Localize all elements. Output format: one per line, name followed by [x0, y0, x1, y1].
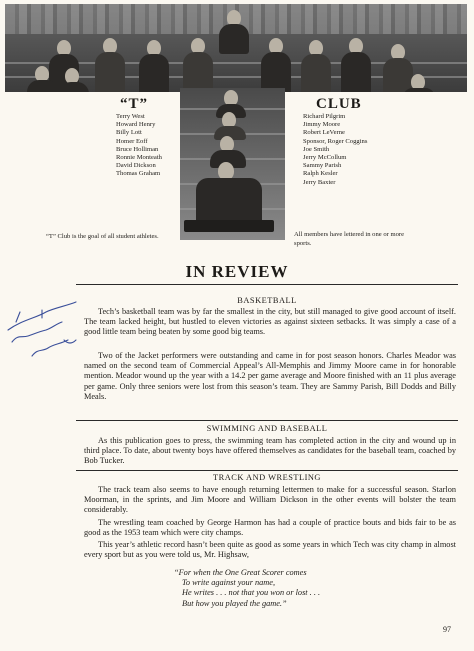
member-name: Robert LeVerne	[303, 129, 345, 137]
member-name: Homer Eoff	[116, 137, 148, 145]
member-name: Terry West	[116, 113, 145, 120]
paragraph-track-1	[84, 485, 456, 516]
club-title-left: “T”	[120, 96, 149, 112]
poem-line: “For when the One Great Scorer comes	[174, 568, 307, 577]
section-heading-track: TRACK AND WRESTLING	[213, 473, 321, 482]
review-title: IN REVIEW	[185, 262, 289, 281]
paragraph-text: Two of the Jacket performers were outstanding and came in for post season honors. Charles Meador was named on the second team of Commercial Appeal’s All-Memphis and Jimmy Moore came in for honorable mention. Meador wound up the year with a 14.2 per game average and Moore finished with an 11 plus average per game. Only three seniors were lost from this season’s team. They are Sammy Parish, Bill Dodds and Billy Meals.	[84, 351, 456, 401]
member-name: Jerry Baxter	[303, 178, 336, 186]
member-name: Ronnie Monteath	[116, 154, 162, 162]
club-title-right: CLUB	[316, 96, 362, 112]
caption-right: All members have lettered in one or more sports.	[294, 231, 405, 247]
member-name: Ralph Kesler	[303, 170, 338, 178]
group-photo-steps	[180, 88, 285, 240]
poem-line: But how you played the game.”	[182, 598, 287, 608]
handwritten-signature	[2, 300, 94, 362]
member-list-right	[303, 113, 383, 187]
paragraph-text: This year’s athletic record hasn’t been quite as good as some years in which Tech was city champ in almost every sport but as you were told us, Mr. Highsaw,	[84, 540, 456, 560]
divider	[76, 420, 458, 421]
member-name-sponsor: Sponsor, Roger Coggins	[303, 137, 368, 145]
paragraph-text: The wrestling team coached by George Harmon has had a couple of practice bouts and bids fair to be as good as the 1953 team which were city champs.	[84, 518, 456, 538]
caption-left: “T” Club is the goal of all student athletes.	[46, 233, 159, 240]
section-heading-swimming: SWIMMING AND BASEBALL	[206, 424, 328, 433]
member-name: Joe Smith	[303, 145, 330, 153]
member-name: Bruce Holliman	[116, 145, 159, 153]
member-name: Thomas Graham	[116, 170, 161, 178]
member-name: Billy Lott	[116, 129, 142, 137]
divider	[76, 470, 458, 471]
divider	[76, 284, 458, 285]
poem-line: He writes . . . not that you won or lost . . .	[182, 588, 321, 598]
paragraph-track-3	[84, 540, 456, 560]
paragraph-basketball-1	[84, 307, 456, 338]
section-heading-basketball: BASKETBALL	[237, 296, 297, 305]
paragraph-swimming	[84, 436, 456, 467]
member-name: David Dickson	[116, 162, 156, 170]
paragraph-text: Tech’s basketball team was by far the smallest in the city, but still managed to give good account of itself. The team lacked height, but hustled to eleven victories as against sixteen setbacks. It was simply a case of a good little team being beaten by some good big teams.	[84, 307, 456, 337]
paragraph-basketball-2	[84, 351, 456, 402]
poem-line: To write against your name,	[182, 578, 276, 588]
page-number: 97	[443, 625, 451, 634]
poem-quote	[174, 568, 394, 609]
member-list-left	[116, 113, 178, 179]
paragraph-text: As this publication goes to press, the swimming team has completed action in the city and wound up in third place. To date, about twenty boys have offered themselves as candidates for the baseball team, coached by Bob Tucker.	[84, 436, 456, 466]
member-name: Jimmy Moore	[303, 121, 341, 129]
group-photo	[5, 4, 467, 92]
member-name: Jerry McCollum	[303, 154, 347, 162]
member-name: Sammy Parish	[303, 162, 342, 170]
member-name: Howard Henry	[116, 121, 156, 129]
paragraph-track-2	[84, 518, 456, 538]
paragraph-text: The track team also seems to have enough returning lettermen to make for a successful season. Starlon Moorman, in the sprints, and Jim Moore and William Dickson in the other events will bolster the team considerably.	[84, 485, 456, 515]
member-name: Richard Pilgrim	[303, 113, 346, 120]
